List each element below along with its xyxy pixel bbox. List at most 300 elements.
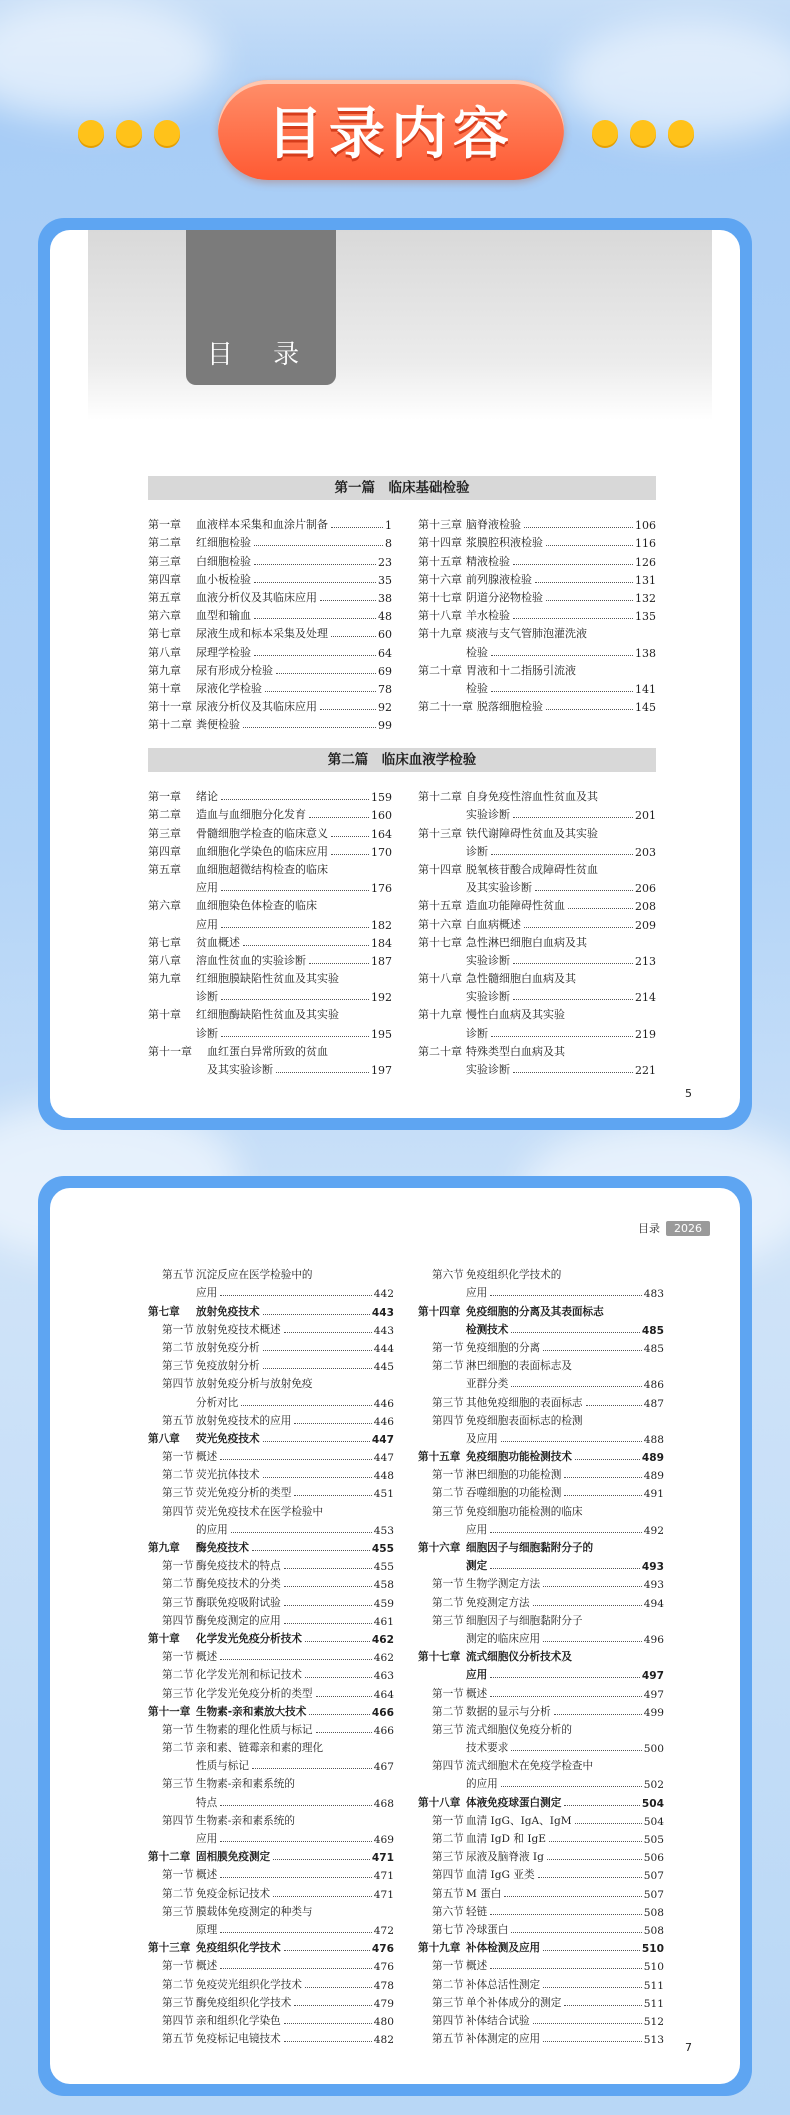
toc-entry-row	[418, 1041, 656, 1059]
toc-entry-title: 免疫组织化学技术的	[466, 1269, 562, 1282]
toc-entry-page: 60	[378, 628, 392, 642]
page-number: 7	[685, 2041, 692, 2054]
dot-leader	[554, 1714, 642, 1715]
toc-entry-number: 第三节	[432, 1996, 464, 2009]
toc-entry-page: 99	[378, 719, 392, 733]
dot-leader	[220, 1459, 372, 1460]
toc-entry-page: 487	[643, 1397, 664, 1410]
dot-leader	[284, 1950, 370, 1951]
toc-entry-title: 血清 IgG、IgA、IgM	[466, 1814, 572, 1827]
dot-leader	[490, 1914, 642, 1915]
toc-entry-title: 单个补体成分的测定	[466, 1996, 562, 2009]
dot-leader	[221, 890, 369, 891]
toc-section-row	[418, 1864, 664, 1882]
toc-entry-title: 免疫细胞功能检测的临床	[466, 1505, 583, 1518]
dot-leader	[294, 1423, 371, 1424]
toc-page-card-1	[38, 218, 752, 1130]
toc-entry-title: 粪便检验	[196, 718, 240, 732]
toc-entry-number: 第二节	[432, 1360, 464, 1373]
toc-section-row	[148, 1864, 394, 1882]
toc-entry-title: 应用	[196, 1833, 218, 1845]
toc-entry-number: 第六节	[432, 1905, 464, 1918]
toc-entry-page: 445	[373, 1361, 394, 1374]
toc-section-row	[418, 1464, 664, 1482]
part1-left-column	[148, 514, 392, 732]
toc-entry-number: 第四节	[162, 1614, 194, 1627]
part2-title: 第二篇 临床血液学检验	[148, 748, 656, 772]
toc-entry-number: 第十六章	[418, 917, 462, 931]
toc-entry-row	[148, 877, 392, 895]
toc-chapter-row	[418, 1791, 664, 1809]
toc-entry-page: 159	[371, 791, 392, 805]
toc-entry-row	[418, 950, 656, 968]
toc-entry-title: 概述	[196, 1651, 218, 1664]
toc-entry-page: 507	[643, 1870, 664, 1883]
toc-entry-title: 红细胞检验	[196, 536, 251, 550]
toc-section-row	[418, 1682, 664, 1700]
dot-leader	[263, 1477, 372, 1478]
toc-entry-page: 35	[378, 573, 392, 587]
dot-decoration	[592, 120, 618, 146]
toc-entry-number: 第十二章	[148, 718, 192, 732]
toc-entry-page: 8	[385, 537, 392, 551]
toc-entry-title: 免疫组织化学技术	[196, 1942, 281, 1955]
toc-entry-title: 血型和输血	[196, 609, 251, 623]
toc-entry-title: 生物素的理化性质与标记	[196, 1723, 313, 1736]
toc-section-row	[148, 1573, 394, 1591]
toc-entry-page: 219	[635, 1027, 656, 1041]
toc-entry-number: 第十八章	[418, 609, 462, 623]
toc-chapter-row	[148, 1300, 394, 1318]
toc-entry-title: 检验	[466, 681, 488, 695]
toc-entry-page: 214	[635, 991, 656, 1005]
toc-entry-number: 第十章	[148, 1008, 181, 1022]
dot-leader	[490, 1532, 642, 1533]
toc-entry-number: 第一节	[162, 1651, 194, 1664]
toc-entry-title: 红细胞膜缺陷性贫血及其实验	[196, 972, 339, 986]
toc-entry-page: 467	[373, 1761, 394, 1774]
dot-leader	[263, 1314, 370, 1315]
toc-entry-title: 淋巴细胞的功能检测	[466, 1469, 562, 1482]
toc-entry-page: 505	[643, 1834, 664, 1846]
toc-entry-page: 106	[635, 519, 656, 533]
toc-entry-title: 细胞因子与细胞黏附分子	[466, 1614, 583, 1627]
toc-entry-number: 第二节	[432, 1487, 464, 1500]
toc-entry-title: 血清 IgD 和 IgE	[466, 1833, 547, 1845]
toc-entry-title: 铁代谢障碍性贫血及其实验	[466, 826, 598, 840]
dot-leader	[243, 727, 376, 728]
toc-entry-page: 69	[378, 664, 392, 678]
toc-entry-title: 亚群分类	[466, 1378, 509, 1391]
toc-entry-page: 135	[635, 610, 656, 624]
dot-leader	[231, 1532, 372, 1533]
toc-entry-title: 补体检测及应用	[466, 1942, 541, 1955]
toc-entry-title: 绪论	[196, 790, 218, 804]
dot-leader	[294, 1495, 371, 1496]
toc-entry-number: 第十一章	[148, 1705, 191, 1718]
toc-entry-row	[148, 841, 392, 859]
toc-section-row	[148, 1719, 394, 1737]
toc-entry-number: 第一节	[162, 1869, 194, 1882]
toc-entry-title: 免疫细胞表面标志的检测	[466, 1414, 583, 1427]
toc-entry-row	[148, 786, 392, 804]
toc-entry-title: 放射免疫技术概述	[196, 1323, 281, 1336]
dot-leader	[513, 963, 633, 964]
toc-entry-title: 免疫细胞功能检测技术	[466, 1451, 572, 1464]
toc-entry-row	[418, 678, 656, 696]
toc-entry-page: 92	[378, 701, 392, 715]
dot-leader	[504, 1896, 641, 1897]
toc-entry-number: 第十九章	[418, 1008, 462, 1022]
toc-entry-number: 第七节	[432, 1923, 464, 1936]
toc-entry-title: 脱落细胞检验	[466, 700, 543, 714]
toc-entry-row	[418, 1059, 656, 1077]
title-banner	[218, 80, 564, 180]
toc-entry-title: 放射免疫分析	[196, 1341, 260, 1354]
dot-leader	[491, 691, 633, 692]
toc-entry-number: 第三节	[432, 1614, 464, 1627]
toc-entry-title: 尿液生成和标本采集及处理	[196, 627, 328, 641]
dot-leader	[543, 1350, 642, 1351]
toc-entry-page: 510	[641, 1943, 664, 1956]
dot-leader	[220, 1932, 372, 1933]
toc-section-row	[148, 1464, 394, 1482]
toc-section-row	[418, 1773, 664, 1791]
dot-leader	[221, 927, 369, 928]
toc-entry-title: 脑脊液检验	[466, 518, 521, 532]
toc-entry-number: 第三节	[162, 1687, 194, 1700]
toc-section-row	[148, 1319, 394, 1337]
toc-section-row	[418, 1701, 664, 1719]
toc-entry-row	[418, 968, 656, 986]
dot-leader	[284, 1586, 372, 1587]
toc-entry-title: 淋巴细胞的表面标志及	[466, 1360, 572, 1373]
toc-entry-page: 64	[378, 646, 392, 660]
dot-leader	[331, 836, 369, 837]
toc-entry-title: 痰液与支气管肺泡灌洗液	[466, 627, 587, 641]
toc-entry-page: 513	[643, 2034, 664, 2047]
toc-chapter-row	[148, 1537, 394, 1555]
dot-leader	[547, 1859, 642, 1860]
toc-entry-title: 尿有形成分检验	[196, 663, 273, 677]
toc-entry-page: 461	[373, 1615, 394, 1628]
toc-section-row	[418, 1391, 664, 1409]
dot-leader	[511, 1386, 641, 1387]
toc-section-row	[418, 1519, 664, 1537]
dot-leader	[538, 1877, 642, 1878]
toc-entry-page: 78	[378, 682, 392, 696]
toc-entry-title: 技术要求	[466, 1742, 509, 1755]
toc-entry-page: 443	[373, 1324, 394, 1337]
toc-page-card-2	[38, 1176, 752, 2096]
toc-entry-title: 流式细胞术在免疫学检查中	[466, 1760, 594, 1773]
dot-leader	[513, 1072, 633, 1073]
toc-chapter-row	[418, 1937, 664, 1955]
dot-leader	[220, 1968, 372, 1969]
dot-leader	[294, 2005, 371, 2006]
toc-entry-title: 精液检验	[466, 554, 510, 568]
toc-section-row	[148, 1791, 394, 1809]
toc-entry-title: 其他免疫细胞的表面标志	[466, 1396, 583, 1409]
dot-leader	[511, 1750, 641, 1751]
toc-entry-title: 生物素-亲和素系统的	[196, 1778, 295, 1791]
toc-entry-title: 生物学测定方法	[466, 1578, 541, 1591]
toc-section-row	[148, 1519, 394, 1537]
toc-entry-number: 第一章	[148, 790, 181, 804]
toc-entry-title: 的应用	[196, 1523, 228, 1536]
toc-section-row	[148, 1755, 394, 1773]
dot-leader	[254, 564, 376, 565]
dot-leader	[284, 1623, 372, 1624]
dot-leader	[331, 527, 383, 528]
page2-right-column	[418, 1264, 664, 2046]
toc-entry-page: 184	[371, 936, 392, 950]
toc-section-row	[418, 1719, 664, 1737]
toc-entry-row	[148, 696, 392, 714]
toc-entry-number: 第十五章	[418, 899, 462, 913]
dot-leader	[220, 1805, 372, 1806]
toc-entry-page: 493	[643, 1579, 664, 1592]
toc-entry-number: 第二节	[432, 1705, 464, 1718]
toc-entry-number: 第十章	[148, 1632, 180, 1645]
toc-section-row	[148, 1737, 394, 1755]
dot-leader	[305, 1987, 372, 1988]
dot-leader	[254, 655, 376, 656]
toc-entry-title: 造血功能障碍性贫血	[466, 899, 565, 913]
dot-leader	[254, 618, 376, 619]
toc-entry-title: 免疫放射分析	[196, 1360, 260, 1373]
dot-leader	[316, 1696, 372, 1697]
toc-entry-number: 第三章	[148, 554, 181, 568]
toc-entry-number: 第十四章	[418, 1305, 461, 1318]
toc-entry-title: 流式细胞仪免疫分析的	[466, 1723, 572, 1736]
toc-entry-row	[148, 913, 392, 931]
toc-section-row	[418, 1973, 664, 1991]
toc-entry-page: 463	[373, 1670, 394, 1683]
toc-entry-page: 451	[373, 1488, 394, 1501]
toc-chapter-row	[148, 1937, 394, 1955]
toc-entry-title: 贫血概述	[196, 935, 240, 949]
toc-entry-page: 497	[641, 1670, 664, 1683]
toc-entry-row	[418, 605, 656, 623]
toc-entry-number: 第四章	[148, 844, 181, 858]
toc-entry-number: 第五章	[148, 862, 181, 876]
toc-entry-page: 508	[643, 1924, 664, 1937]
toc-entry-title: 原理	[196, 1923, 218, 1936]
toc-entry-title: 血清 IgG 亚类	[466, 1869, 535, 1882]
page-number: 5	[685, 1087, 692, 1100]
toc-entry-title: 实验诊断	[466, 808, 510, 822]
part1-title: 第一篇 临床基础检验	[148, 476, 656, 500]
dot-leader	[331, 636, 376, 637]
page2-left-column	[148, 1264, 394, 2046]
toc-section-row	[148, 1919, 394, 1937]
toc-entry-title: 应用	[466, 1669, 488, 1682]
cloud-decoration	[0, 0, 220, 120]
toc-entry-page: 469	[373, 1834, 394, 1846]
toc-entry-page: 442	[373, 1288, 394, 1301]
toc-entry-row	[418, 786, 656, 804]
toc-entry-row	[148, 1041, 392, 1059]
toc-entry-title: 特点	[196, 1796, 218, 1809]
toc-section-row	[148, 1610, 394, 1628]
toc-entry-page: 496	[643, 1633, 664, 1646]
toc-entry-row	[418, 804, 656, 822]
dot-leader	[263, 1350, 372, 1351]
dot-leader	[331, 854, 369, 855]
toc-entry-number: 第五章	[148, 590, 181, 604]
toc-entry-title: 概述	[196, 1960, 218, 1973]
toc-entry-title: 血液样本采集和血涂片制备	[196, 518, 328, 532]
toc-entry-number: 第七章	[148, 935, 181, 949]
toc-chapter-row	[418, 1446, 664, 1464]
toc-entry-number: 第四节	[432, 1869, 464, 1882]
toc-entry-row	[148, 859, 392, 877]
toc-entry-number: 第十八章	[418, 972, 462, 986]
toc-entry-number: 第十四章	[418, 862, 462, 876]
toc-entry-number: 第十六章	[418, 1542, 461, 1554]
toc-entry-title: 酶联免疫吸附试验	[196, 1596, 281, 1609]
toc-section-row	[418, 1573, 664, 1591]
toc-section-row	[418, 1337, 664, 1355]
toc-entry-title: 免疫细胞的分离及其表面标志	[466, 1305, 604, 1318]
dot-leader	[513, 618, 633, 619]
toc-section-row	[148, 1828, 394, 1846]
toc-entry-title: 白血病概述	[466, 917, 521, 931]
toc-entry-title: 补体总活性测定	[466, 1978, 541, 1991]
toc-section-row	[148, 1373, 394, 1391]
toc-entry-title: 急性髓细胞白血病及其	[466, 972, 576, 986]
part1-right-column	[418, 514, 656, 714]
toc-entry-number: 第十七章	[418, 1651, 461, 1664]
toc-entry-page: 476	[371, 1943, 394, 1956]
toc-entry-row	[418, 569, 656, 587]
toc-entry-title: 血细胞化学染色的临床应用	[196, 844, 328, 858]
dot-leader	[564, 1477, 641, 1478]
dot-leader	[490, 1968, 642, 1969]
toc-entry-title: 应用	[196, 881, 218, 895]
toc-entry-number: 第一节	[432, 1687, 464, 1700]
dot-leader	[535, 582, 633, 583]
toc-entry-page: 497	[643, 1688, 664, 1701]
toc-section-row	[148, 1446, 394, 1464]
toc-section-row	[418, 2010, 664, 2028]
toc-section-row	[418, 1755, 664, 1773]
toc-entry-title: 膜载体免疫测定的种类与	[196, 1905, 313, 1918]
toc-entry-number: 第四章	[148, 572, 181, 586]
toc-entry-number: 第十五章	[418, 1451, 461, 1464]
toc-section-row	[148, 1646, 394, 1664]
toc-entry-number: 第一章	[148, 518, 181, 532]
toc-entry-page: 494	[643, 1597, 664, 1610]
toc-entry-page: 511	[643, 1979, 664, 1992]
toc-entry-page: 500	[643, 1743, 664, 1756]
toc-entry-page: 131	[635, 573, 656, 587]
dot-leader	[320, 709, 376, 710]
toc-entry-page: 192	[371, 991, 392, 1005]
toc-entry-title: 放射免疫技术的应用	[196, 1414, 292, 1427]
toc-entry-title: 流式细胞仪分析技术及	[466, 1651, 572, 1664]
toc-entry-page: 38	[378, 591, 392, 605]
toc-entry-title: 数据的显示与分析	[466, 1705, 551, 1718]
dot-leader	[543, 1641, 642, 1642]
toc-entry-title: 血细胞染色体检查的临床	[196, 899, 317, 913]
dot-leader	[533, 1605, 642, 1606]
toc-entry-page: 160	[371, 809, 392, 823]
toc-section-row	[418, 1992, 664, 2010]
toc-entry-title: 诊断	[466, 1026, 488, 1040]
toc-entry-number: 第二节	[162, 1578, 194, 1591]
toc-entry-title: 慢性白血病及其实验	[466, 1008, 565, 1022]
toc-entry-page: 145	[635, 701, 656, 715]
toc-entry-row	[418, 913, 656, 931]
toc-entry-number: 第二节	[162, 1742, 194, 1755]
toc-entry-title: 脱氧核苷酸合成障碍性贫血	[466, 862, 598, 876]
toc-entry-number: 第二节	[432, 1833, 464, 1845]
toc-section-row	[418, 1846, 664, 1864]
toc-entry-page: 491	[643, 1488, 664, 1501]
toc-entry-page: 504	[643, 1815, 664, 1828]
dot-leader	[243, 945, 369, 946]
toc-entry-number: 第十三章	[148, 1942, 191, 1955]
toc-entry-page: 471	[371, 1852, 394, 1865]
toc-entry-page: 508	[643, 1906, 664, 1919]
dot-decoration	[154, 120, 180, 146]
toc-entry-row	[148, 514, 392, 532]
toc-entry-page: 472	[373, 1924, 394, 1937]
toc-entry-page: 458	[373, 1579, 394, 1592]
toc-entry-page: 453	[373, 1524, 394, 1537]
running-header	[638, 1220, 710, 1236]
toc-entry-number: 第十九章	[418, 1942, 461, 1955]
toc-entry-title: 自身免疫性溶血性贫血及其	[466, 790, 598, 804]
dot-decoration	[116, 120, 142, 146]
toc-entry-number: 第三节	[432, 1396, 464, 1409]
toc-entry-page: 455	[371, 1543, 394, 1555]
toc-entry-page: 203	[635, 845, 656, 859]
toc-entry-row	[148, 1059, 392, 1077]
toc-entry-title: 白细胞检验	[196, 554, 251, 568]
toc-entry-number: 第三章	[148, 826, 181, 840]
toc-entry-page: 1	[385, 519, 392, 533]
dot-leader	[309, 817, 369, 818]
toc-entry-page: 510	[643, 1961, 664, 1974]
dot-leader	[501, 1441, 642, 1442]
toc-section-row	[148, 2010, 394, 2028]
toc-entry-title: 固相膜免疫测定	[196, 1851, 271, 1864]
toc-entry-number: 第三节	[162, 1905, 194, 1918]
toc-entry-number: 第三节	[432, 1505, 464, 1518]
toc-entry-page: 506	[643, 1852, 664, 1865]
toc-entry-title: 阴道分泌物检验	[466, 590, 543, 604]
dot-leader	[241, 1405, 371, 1406]
toc-entry-number: 第四节	[162, 1814, 194, 1827]
toc-entry-title: 放射免疫技术	[196, 1305, 260, 1318]
toc-entry-page: 164	[371, 827, 392, 841]
toc-entry-page: 489	[641, 1452, 664, 1465]
toc-entry-title: 血细胞超微结构检查的临床	[196, 862, 328, 876]
toc-section-row	[418, 1737, 664, 1755]
dot-leader	[254, 545, 383, 546]
toc-entry-number: 第十三章	[418, 826, 462, 840]
toc-entry-page: 455	[373, 1561, 394, 1574]
toc-entry-title: 补体结合试验	[466, 2014, 530, 2027]
dot-decoration	[668, 120, 694, 146]
dot-decoration	[630, 120, 656, 146]
toc-entry-number: 第二节	[162, 1887, 194, 1900]
dot-leader	[490, 1295, 642, 1296]
toc-entry-title: 的应用	[466, 1778, 498, 1791]
